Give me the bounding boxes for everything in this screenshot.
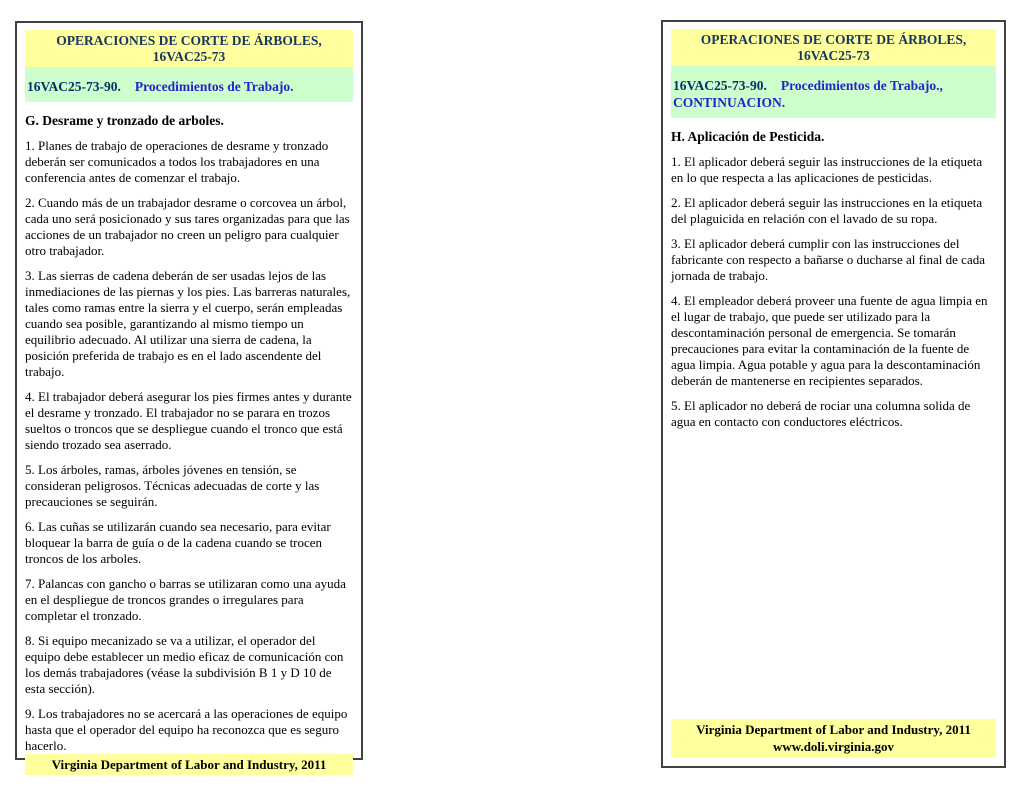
document-title-band [671,29,996,66]
paragraph-7: 7. Palancas con gancho o barras se utilizaran como una ayuda en el despliegue de troncos grandes o irregulares para completar el tronzado. [25,576,346,623]
paragraph-9: 9. Los trabajadores no se acercará a las operaciones de equipo hasta que el operador del equipo ha reconozca que es seguro hacerlo. [25,706,348,753]
paragraph-3: 3. El aplicador deberá cumplir con las instrucciones del fabricante con respecto a bañarse o ducharse al final de cada jornada de trabajo. [671,236,985,283]
footer-website: www.doli.virginia.gov [773,739,894,754]
document-title-line1: OPERACIONES DE CORTE DE ÁRBOLES, [700,32,967,47]
paragraph-6: 6. Las cuñas se utilizarán cuando sea necesario, para evitar bloquear la barra de guía o de la cadena cuando se trocen troncos de los arboles. [25,519,331,566]
left-page-panel [15,21,363,772]
paragraph-1: 1. El aplicador deberá seguir las instrucciones de la etiqueta en lo que respecta a las aplicaciones de pesticidas. [671,154,983,185]
paragraph-5: 5. El aplicador no deberá de rociar una columna solida de agua en contacto con conductores eléctricos. [671,398,971,429]
footer-band [671,719,996,757]
footer-credit: Virginia Department of Labor and Industry, 2011 [51,757,327,772]
right-page-panel [661,20,1006,768]
document-title-line1: OPERACIONES DE CORTE DE ÁRBOLES, [56,33,322,48]
subsection-heading: G. Desrame y tronzado de arboles. [25,113,224,128]
paragraph-8: 8. Si equipo mecanizado se va a utilizar, el operador del equipo debe establecer un medio eficaz de comunicación con los demás trabajadores (véase la subdivisión B 1 y D 10 de esta sección). [25,633,344,696]
section-code: 16VAC25-73-90. [673,78,767,93]
paragraph-3: 3. Las sierras de cadena deberán de ser usadas lejos de las inmediaciones de las piernas y los pies. Las barreras naturales, tales como ramas entre la sierra y el cuerpo, serán empleadas cuando sea posible, garantizando al mismo tiempo un equilibrio adecuado. Al utilizar una sierra de cadena, la posición preferida de trabajo es en el lado ascendente del trabajo. [25,268,351,379]
footer-band [25,754,353,775]
paragraph-1: 1. Planes de trabajo de operaciones de desrame y tronzado deberán ser comunicados a todos los trabajadores en una conferencia antes de comenzar el trabajo. [25,138,329,185]
paragraph-2: 2. El aplicador deberá seguir las instrucciones en la etiqueta del plaguicida en relación con el lavado de su ropa. [671,195,983,226]
section-continuation: CONTINUACION. [673,95,786,110]
paragraph-4: 4. El trabajador deberá asegurar los pies firmes antes y durante el desrame y tronzado. El trabajador no se parara en trozos sueltos o troncos que se despliegue cuando el tronco que está siendo trozado sea aserrado. [25,389,352,452]
paragraph-4: 4. El empleador deberá proveer una fuente de agua limpia en el lugar de trabajo, que puede ser utilizado para la descontaminación personal de emergencia. Se tomarán precauciones para evitar la contaminación de la fuente de agua limpia. Agua potable y agua para la descontaminación deberán de mantenerse en recipientes separados. [671,293,988,388]
section-header-band [25,67,353,102]
paragraph-2: 2. Cuando más de un trabajador desrame o corcovea un árbol, cada uno será posicionado y sus tares organizadas para que las acciones de un trabajador no creen un peligro para cualquier otro trabajador. [25,195,350,258]
document-title-line2: 16VAC25-73 [797,48,870,63]
footer-credit: Virginia Department of Labor and Industry, 2011 [696,722,971,737]
section-code: 16VAC25-73-90. [27,79,121,94]
paragraph-5: 5. Los árboles, ramas, árboles jóvenes en tensión, se consideran peligrosos. Técnicas adecuadas de corte y las precauciones se seguirán. [25,462,320,509]
section-header-band [671,66,996,118]
section-title: Procedimientos de Trabajo. [134,79,294,94]
subsection-heading: H. Aplicación de Pesticida. [671,129,825,144]
document-title-band [25,30,353,67]
section-title: Procedimientos de Trabajo., [780,78,943,93]
document-title-line2: 16VAC25-73 [152,49,226,64]
